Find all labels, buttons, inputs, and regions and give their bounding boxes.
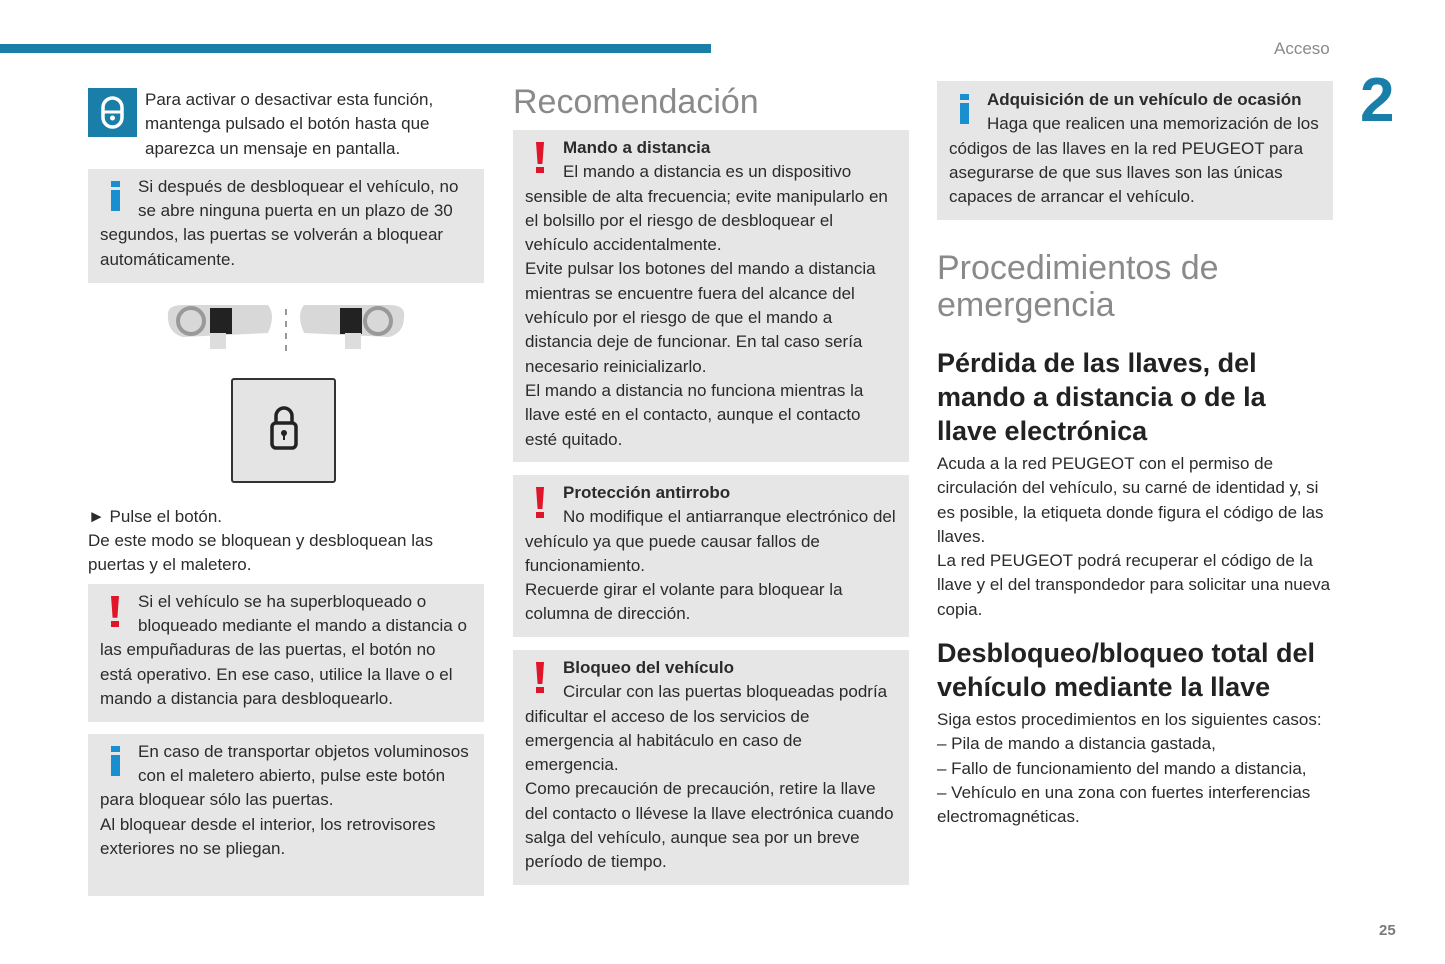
list-item: – Vehículo en una zona con fuertes interferencias electromagnéticas.: [937, 782, 1311, 827]
step-result: De este modo se bloquean y desbloquean las puertas y el maletero.: [88, 531, 433, 575]
column-2: [513, 83, 909, 885]
info-icon: [100, 175, 138, 219]
warning-box: Mando a distancia El mando a distancia es un dispositivo sensible de alta frecuencia; evite manipularlo en el bolsillo por el riesgo de desbloquear el vehículo accidentalmente. Evite pulsar los botones del mando a distancia mientras se encuentre fuera del alcance del vehículo por el riesgo de que el mando a distancia deje de funcionar. En tal caso sería necesario reinicializarlo. El mando a distancia no funciona mientras la llave esté en el contacto, aunque el contacto esté quitado.: [513, 130, 909, 462]
warning-box: Bloqueo del vehículo Circular con las puertas bloqueadas podría dificultar el acceso de los servicios de emergencia al habitáculo en caso de emergencia. Como precaución de precaución, retire la llave del contacto o llévese la llave electrónica cuando salga del vehículo, aunque sea por un breve período de tiempo.: [513, 650, 909, 885]
header-bar: [0, 44, 711, 53]
info-box: Adquisición de un vehículo de ocasión Haga que realicen una memorización de los códigos de las llaves en la red PEUGEOT para asegurarse de que sus llaves son las únicas capaces de arrancar el vehículo.: [937, 81, 1333, 220]
emergency-title: Procedimientos de emergencia: [937, 249, 1219, 324]
warning-icon: [525, 656, 563, 700]
warning-icon: [525, 481, 563, 525]
warning-box: Protección antirrobo No modifique el antiarranque electrónico del vehículo ya que puede causar fallos de funcionamiento. Recuerde girar el volante para bloquear la columna de dirección.: [513, 475, 909, 637]
info-box: Si después de desbloquear el vehículo, no se abre ninguna puerta en un plazo de 30 segundos, las puertas se volverán a bloquear automáticamente.: [88, 169, 484, 283]
warning-icon: [100, 590, 138, 634]
info-box: En caso de transportar objetos voluminosos con el maletero abierto, pulse este botón para bloquear sólo las puertas. Al bloquear desde el interior, los retrovisores exteriores no se pliegan.: [88, 734, 484, 896]
list-item: – Pila de mando a distancia gastada,: [937, 734, 1216, 754]
subheading-unlock-key: Desbloqueo/bloqueo total del vehículo mediante la llave: [937, 638, 1315, 703]
step-instruction: ► Pulse el botón.: [88, 506, 223, 526]
subheading-lost-keys: Pérdida de las llaves, del mando a distancia o de la llave electrónica: [937, 348, 1266, 446]
column-3: Adquisición de un vehículo de ocasión Haga que realicen una memorización de los códigos de las llaves en la red PEUGEOT para asegurarse de que sus llaves son las únicas capaces de arrancar el vehículo. Procedimientos de emergencia Pérdida de las llaves, del mando a distancia o de la llave electrónica Acuda a la red PEUGEOT con el permiso de circulación del vehículo, su carné de identidad y, si es posible, la etiqueta donde figura el código de las llaves. La red PEUGEOT podrá recuperar el código de la llave y el del transpondedor para solicitar una nueva copia. Desbloqueo/bloqueo total del vehículo mediante la llave Siga estos procedimientos en los siguientes casos: – Pila de mando a distancia gastada, – Fallo de funcionamiento del mando a distancia, – Vehículo en una zona con fuertes interferencias electromagnéticas.: [937, 81, 1333, 830]
lock-icon: [88, 88, 137, 137]
door-mirror-lock-illustration: [88, 295, 484, 495]
intro-paragraph: Para activar o desactivar esta función, mantenga pulsado el botón hasta que aparezca un mensaje en pantalla.: [88, 88, 484, 161]
info-icon: [949, 88, 987, 132]
page-number: 25: [1379, 922, 1396, 939]
recommendation-title: Recomendación: [513, 83, 759, 121]
chapter-number: 2: [1360, 66, 1395, 135]
column-1: [88, 88, 484, 896]
warning-box: Si el vehículo se ha superbloqueado o bloqueado mediante el mando a distancia o las empuñaduras de las puertas, el botón no está operativo. En ese caso, utilice la llave o el mando a distancia para desbloquearlo.: [88, 584, 484, 722]
info-icon: [100, 740, 138, 784]
list-item: – Fallo de funcionamiento del mando a distancia,: [937, 758, 1307, 778]
section-title: Acceso: [1274, 39, 1330, 58]
warning-icon: [525, 136, 563, 180]
